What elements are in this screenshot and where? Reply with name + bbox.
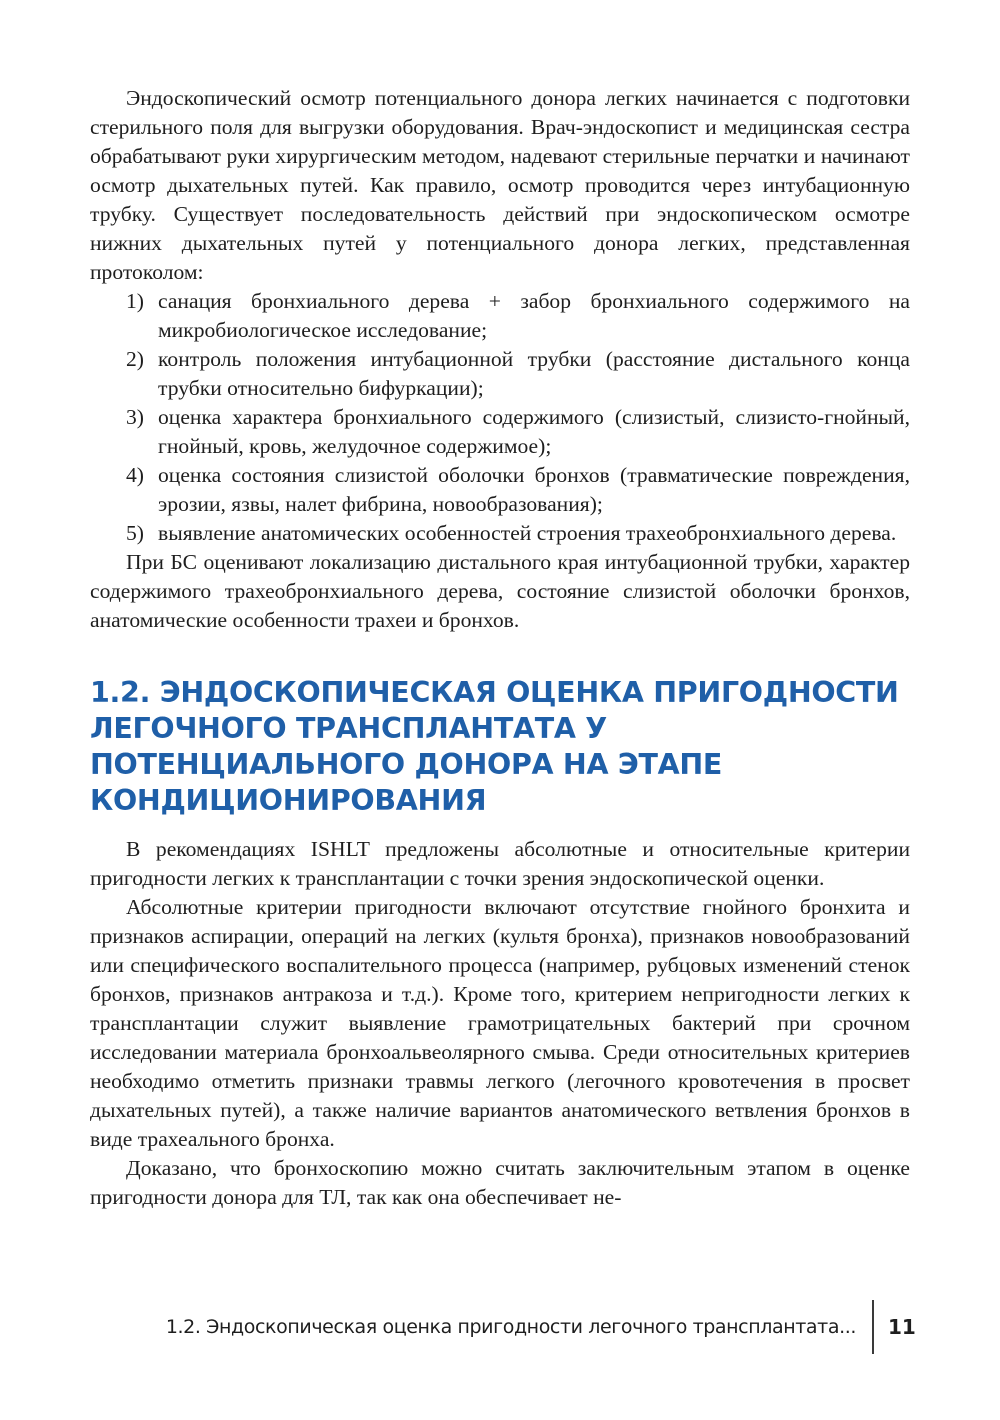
list-item-number: 1): [126, 289, 144, 313]
running-title: 1.2. Эндоскопическая оценка пригодности легочного трансплантата...: [165, 1316, 856, 1338]
page-number: 11: [888, 1315, 916, 1339]
list-item-text: санация бронхиального дерева + забор бронхиального содержимого на микробиологическое исследование;: [158, 289, 910, 342]
list-item-number: 5): [126, 521, 144, 545]
bs-summary-paragraph: При БС оценивают локализацию дистального края интубационной трубки, характер содержимого трахеобронхиального дерева, состояние слизистой оболочки бронхов, анатомические особенности трахеи и бронхов.: [90, 550, 910, 632]
list-item: [90, 519, 910, 548]
page-footer: [90, 1300, 916, 1354]
list-item-number: 4): [126, 463, 144, 487]
list-item-number: 3): [126, 405, 144, 429]
absolute-criteria-paragraph: Абсолютные критерии пригодности включают отсутствие гнойного бронхита и признаков аспирации, операций на легких (культя бронха), признаков новообразований или специфического воспалительного процесса (например, рубцовых изменений стенок бронхов, признаков антракоза и т.д.). Кроме того, критерием непригодности легких к трансплантации служит выявление грамотрицательных бактерий при срочном исследовании материала бронхоальвеолярного смыва. Среди относительных критериев необходимо отметить признаки травмы легкого (легочного кровотечения в просвет дыхательных путей), а также наличие вариантов анатомического ветвления бронхов в виде трахеального бронха.: [90, 895, 910, 1151]
section-heading: 1.2. ЭНДОСКОПИЧЕСКАЯ ОЦЕНКА ПРИГОДНОСТИ ЛЕГОЧНОГО ТРАНСПЛАНТАТА У ПОТЕНЦИАЛЬНОГО ДОНОРА НА ЭТАПЕ КОНДИЦИОНИРОВАНИЯ: [90, 676, 899, 817]
list-item: [90, 403, 910, 461]
bronchoscopy-paragraph: Доказано, что бронхоскопию можно считать заключительным этапом в оценке пригодности донора для ТЛ, так как она обеспечивает не-: [90, 1156, 910, 1209]
list-item-number: 2): [126, 347, 144, 371]
protocol-list: [90, 287, 910, 548]
list-item-text: оценка характера бронхиального содержимого (слизистый, слизисто-гнойный, гнойный, кровь, желудочное содержимое);: [158, 405, 910, 458]
list-item-text: контроль положения интубационной трубки (расстояние дистального конца трубки относительно бифуркации);: [158, 347, 910, 400]
list-item: [90, 461, 910, 519]
list-item: [90, 287, 910, 345]
footer-divider: [872, 1300, 874, 1354]
list-item-text: оценка состояния слизистой оболочки бронхов (травматические повреждения, эрозии, язвы, налет фибрина, новообразования);: [158, 463, 910, 516]
ishlt-paragraph: В рекомендациях ISHLT предложены абсолютные и относительные критерии пригодности легких к трансплантации с точки зрения эндоскопической оценки.: [90, 837, 910, 890]
intro-paragraph: Эндоскопический осмотр потенциального донора легких начинается с подготовки стерильного поля для выгрузки оборудования. Врач-эндоскопист и медицинская сестра обрабатывают руки хирургическим методом, надевают стерильные перчатки и начинают осмотр дыхательных путей. Как правило, осмотр проводится через интубационную трубку. Существует последовательность действий при эндоскопическом осмотре нижних дыхательных путей у потенциального донора легких, представленная протоколом:: [90, 86, 910, 284]
list-item: [90, 345, 910, 403]
page-body: [90, 84, 910, 1212]
list-item-text: выявление анатомических особенностей строения трахеобронхиального дерева.: [158, 521, 897, 545]
